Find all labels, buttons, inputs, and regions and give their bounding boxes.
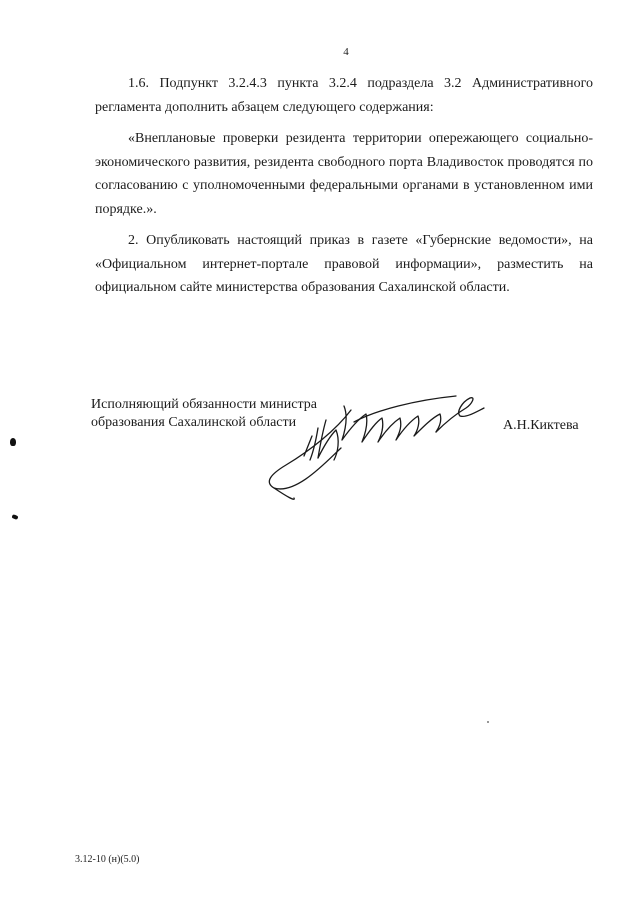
document-code: 3.12-10 (н)(5.0) (75, 854, 140, 865)
paragraph-amendment-intro: 1.6. Подпункт 3.2.4.3 пункта 3.2.4 подраздела 3.2 Административного регламента дополнить абзацем следующего содержания: (95, 76, 593, 115)
paragraph-publication-order: 2. Опубликовать настоящий приказ в газете «Губернские ведомости», на «Официальном интернет-портале правовой информации», разместить на официальном сайте министерства образования Сахалинской области. (95, 233, 593, 295)
page-number: 4 (343, 46, 349, 58)
punch-hole-mark (10, 438, 16, 446)
paragraph-amendment-text: «Внеплановые проверки резидента территории опережающего социально-экономического развития, резидента свободного порта Владивосток проводятся по согласованию с уполномоченными федеральными органами в установленном ими порядке.». (95, 131, 593, 217)
handwritten-signature (256, 370, 496, 505)
signer-title-line-2: образования Сахалинской области (91, 415, 297, 430)
scan-speck (487, 721, 489, 723)
signer-title-line-1: Исполняющий обязанности министра (91, 397, 317, 412)
signer-name: А.Н.Киктева (503, 418, 579, 433)
punch-hole-mark (11, 514, 18, 520)
